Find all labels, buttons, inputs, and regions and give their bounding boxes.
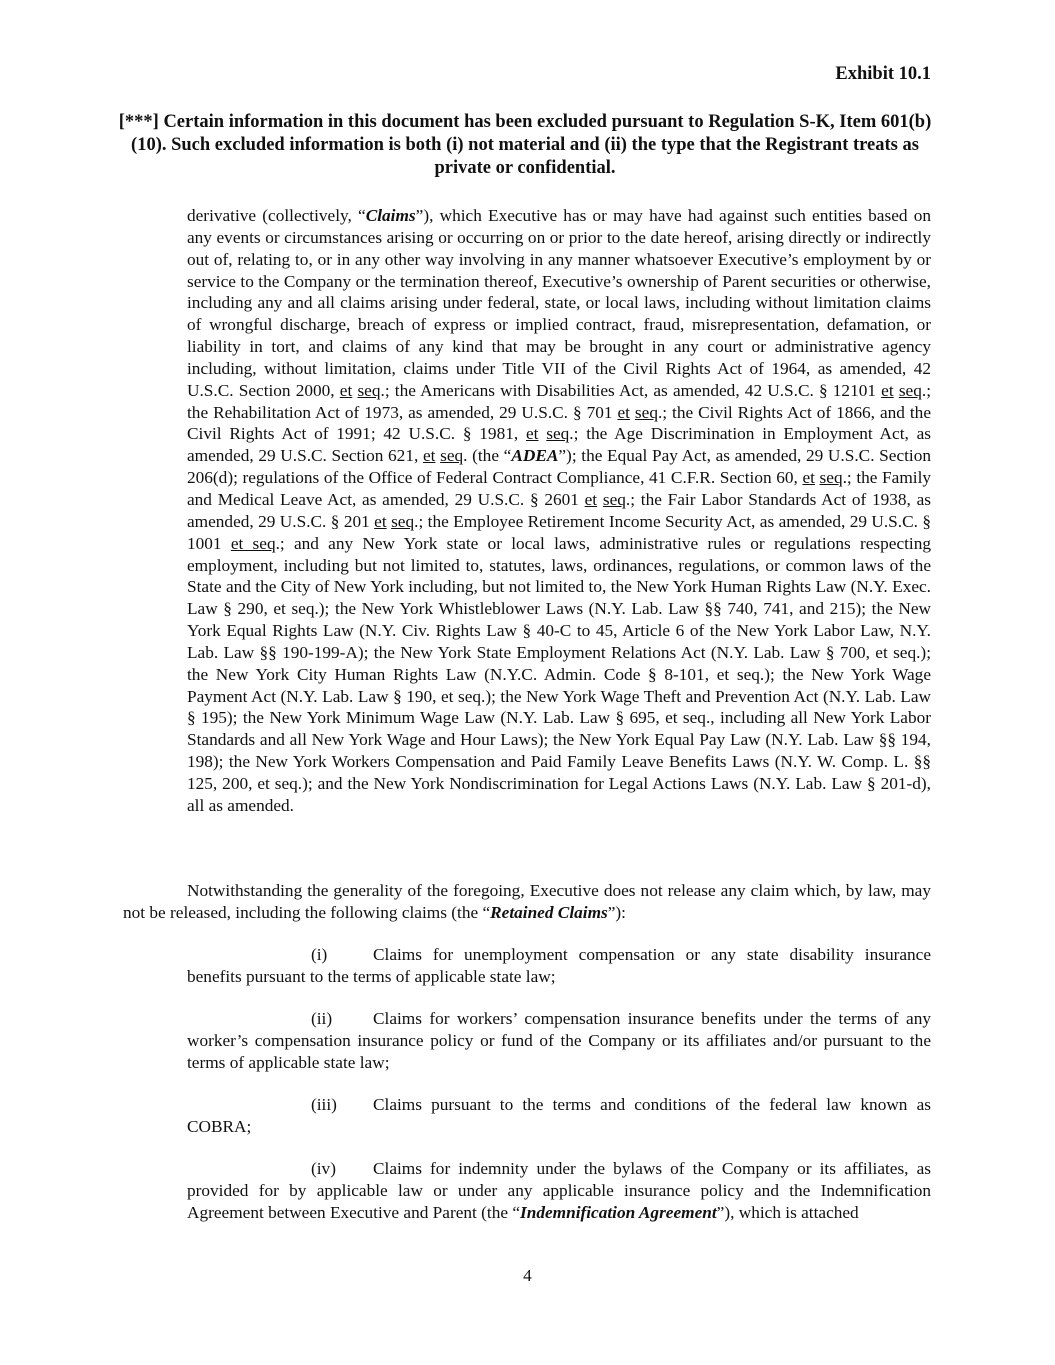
retained-claims-paragraph: Notwithstanding the generality of the foregoing, Executive does not release any claim which, by law, may not be released, including the following claims (the “Retained Claims”): [123, 881, 931, 922]
exhibit-label: Exhibit 10.1 [835, 64, 931, 84]
list-item: (iv) Claims for indemnity under the bylaws of the Company or its affiliates, as provided for by applicable law or under any applicable insurance policy and the Indemnification Agreement between Executive and Parent (the “Indemnification Agreement”), which is attached [187, 1159, 931, 1222]
list-item: (iii) Claims pursuant to the terms and conditions of the federal law known as COBRA; [187, 1095, 931, 1136]
item-number: (i) [311, 945, 328, 964]
item-number: (iii) [311, 1095, 337, 1114]
defined-term-indemnification-agreement: Indemnification Agreement [520, 1202, 717, 1222]
defined-term-retained-claims: Retained Claims [490, 902, 608, 922]
list-item: (i) Claims for unemployment compensation or any state disability insurance benefits pursuant to the terms of applicable state law; [187, 945, 931, 986]
confidentiality-notice: [***] Certain information in this document has been excluded pursuant to Regulation S-K, Item 601(b)(10). Such excluded information is both (i) not material and (ii) the type that the Registrant treats as private or confidential. [118, 112, 932, 178]
defined-term-adea: ADEA [511, 446, 559, 466]
release-paragraph: derivative (collectively, “Claims”), which Executive has or may have had against such entities based on any events or circumstances arising or occurring on or prior to the date hereof, arising directly or indirectly out of, relating to, or in any other way involving in any manner whatsoever Executive’s employment by or service to the Company or the termination thereof, Executive’s ownership of Parent securities or otherwise, including any and all claims arising under federal, state, or local laws, including without limitation claims of wrongful discharge, breach of express or implied contract, fraud, misrepresentation, defamation, or liability in tort, and claims of any kind that may be brought in any court or administrative agency including, without limitation, claims under Title VII of the Civil Rights Act of 1964, as amended, 42 U.S.C. Section 2000, et seq.; the Americans with Disabilities Act, as amended, 42 U.S.C. § 12101 et seq.; the Rehabilitation Act of 1973, as amended, 29 U.S.C. § 701 et seq.; the Civil Rights Act of 1866, and the Civil Rights Act of 1991; 42 U.S.C. § 1981, et seq.; the Age Discrimination in Employment Act, as amended, 29 U.S.C. Section 621, et seq. (the “ADEA”); the Equal Pay Act, as amended, 29 U.S.C. Section 206(d); regulations of the Office of Federal Contract Compliance, 41 C.F.R. Section 60, et seq.; the Family and Medical Leave Act, as amended, 29 U.S.C. § 2601 et seq.; the Fair Labor Standards Act of 1938, as amended, 29 U.S.C. § 201 et seq.; the Employee Retirement Income Security Act, as amended, 29 U.S.C. § 1001 et seq.; and any New York state or local laws, administrative rules or regulations respecting employment, including but not limited to, statutes, laws, ordinances, regulations, or common laws of the State and the City of New York including, but not limited to, the New York Human Rights Law (N.Y. Exec. Law § 290, et seq.); the New York Whistleblower Laws (N.Y. Lab. Law §§ 740, 741, and 215); the New York Equal Rights Law (N.Y. Civ. Rights Law § 40-C to 45, Article 6 of the New York Labor Law, N.Y. Lab. Law §§ 190-199-A); the New York State Employment Relations Act (N.Y. Lab. Law § 700, et seq.); the New York City Human Rights Law (N.Y.C. Admin. Code § 8-101, et seq.); the New York Wage Payment Act (N.Y. Lab. Law § 190, et seq.); the New York Wage Theft and Prevention Act (N.Y. Lab. Law § 195); the New York Minimum Wage Law (N.Y. Lab. Law § 695, et seq., including all New York Labor Standards and all New York Wage and Hour Laws); the New York Equal Pay Law (N.Y. Lab. Law §§ 194, 198); the New York Workers Compensation and Paid Family Leave Benefits Laws (N.Y. W. Comp. L. §§ 125, 200, et seq.); and the New York Nondiscrimination for Legal Actions Laws (N.Y. Lab. Law § 201-d), all as amended. [187, 206, 932, 815]
page-number: 4 [523, 1266, 532, 1285]
list-item: (ii) Claims for workers’ compensation insurance benefits under the terms of any worker’s compensation insurance policy or fund of the Company or its affiliates and/or pursuant to the terms of applicable state law; [187, 1009, 931, 1072]
item-number: (ii) [311, 1009, 333, 1028]
defined-term-claims: Claims [365, 206, 416, 225]
item-number: (iv) [311, 1159, 336, 1178]
